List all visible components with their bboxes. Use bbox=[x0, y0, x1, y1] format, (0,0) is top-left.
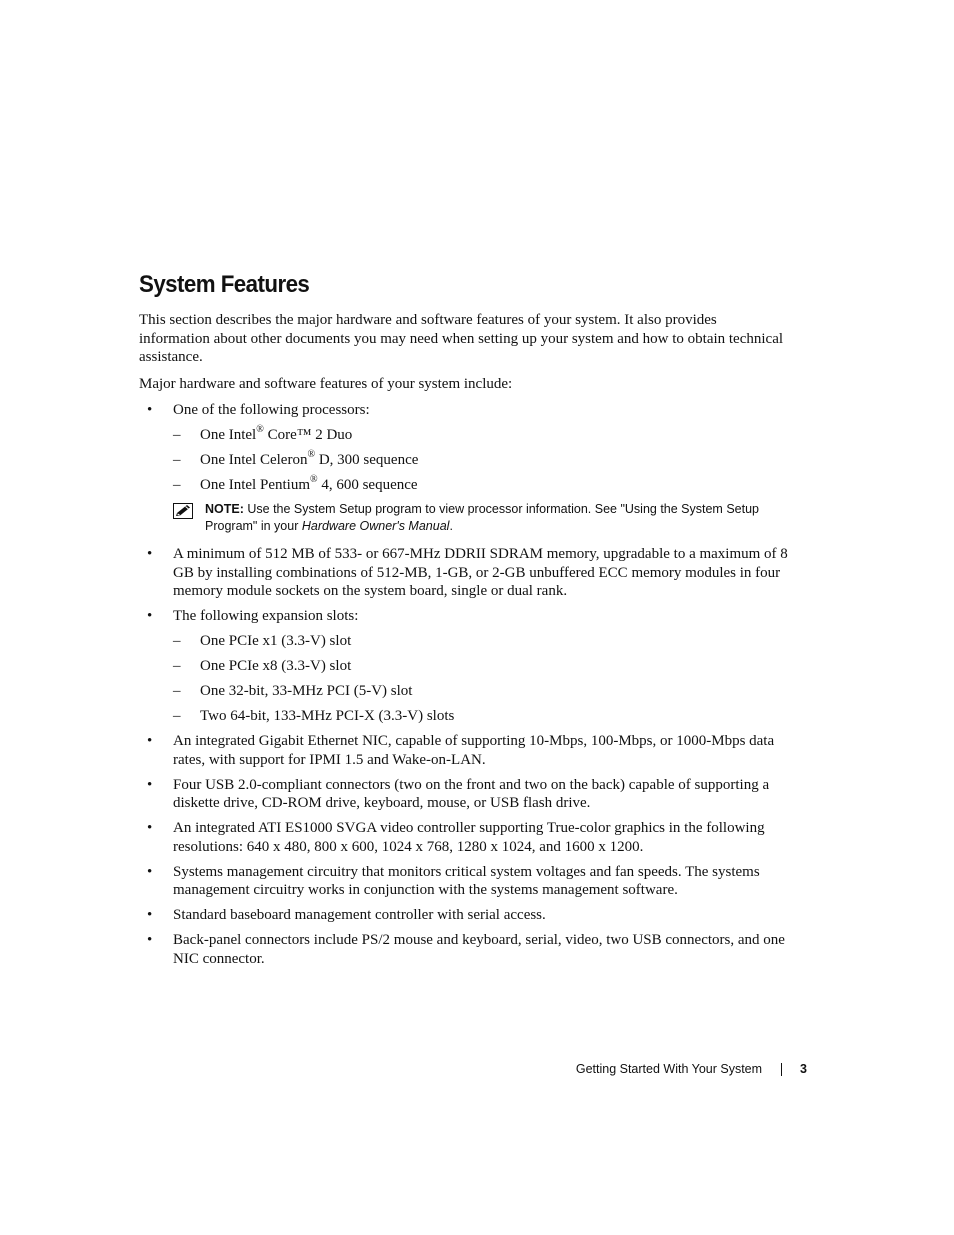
bullet-marker: • bbox=[147, 932, 153, 948]
slot-item: – One PCIe x8 (3.3-V) slot bbox=[173, 658, 352, 674]
note-label: NOTE: bbox=[205, 502, 244, 516]
memory-text: A minimum of 512 MB of 533- or 667-MHz DDRII SDRAM memory, upgradable to a maximum of 8 GB by installing combinations of 512-MB, 1-GB, or 2-GB unbuffered ECC memory modules in four memory module sockets on the system board, single or dual rank. bbox=[173, 546, 788, 599]
bullet-marker: • bbox=[147, 820, 153, 836]
usb-text: Four USB 2.0-compliant connectors (two on the front and two on the back) capable of supporting a diskette drive, CD-ROM drive, keyboard, mouse, or USB flash drive. bbox=[173, 776, 770, 811]
dash-marker: – bbox=[173, 708, 181, 724]
list-item bbox=[139, 732, 789, 769]
page-content bbox=[139, 268, 789, 975]
note-block: NOTE: Use the System Setup program to view processor information. See "Using the System Setup Program" in your Hardware Owner's Manual. bbox=[173, 501, 789, 535]
processors-text: One of the following processors: bbox=[173, 402, 370, 418]
dash-marker: – bbox=[173, 452, 181, 468]
list-item bbox=[139, 607, 789, 726]
pencil-note-icon bbox=[173, 503, 193, 519]
list-item bbox=[139, 819, 789, 856]
list-item bbox=[139, 863, 789, 900]
list-item bbox=[139, 906, 789, 925]
nic-text: An integrated Gigabit Ethernet NIC, capable of supporting 10-Mbps, 100-Mbps, or 1000-Mbps data rates, with support for IPMI 1.5 and Wake-on-LAN. bbox=[173, 733, 775, 768]
bullet-marker: • bbox=[147, 863, 153, 880]
page-footer bbox=[576, 1062, 807, 1076]
slot-item: – One PCIe x1 (3.3-V) slot bbox=[173, 633, 352, 649]
page-title: System Features bbox=[139, 271, 310, 298]
slot-item: – Two 64-bit, 133-MHz PCI-X (3.3-V) slots bbox=[173, 708, 455, 724]
footer-divider bbox=[781, 1063, 782, 1076]
list-item bbox=[139, 401, 789, 535]
chapter-title: Getting Started With Your System bbox=[575, 1062, 763, 1076]
bullet-marker: • bbox=[147, 402, 153, 418]
processor-item: – One Intel Celeron® D, 300 sequence bbox=[173, 449, 419, 468]
bullet-marker: • bbox=[147, 907, 153, 923]
registered-mark: ® bbox=[307, 449, 316, 460]
management-text: Systems management circuitry that monitors critical system voltages and fan speeds. The systems management circuitry works in conjunction with the systems management software. bbox=[173, 863, 760, 898]
processor-list bbox=[173, 426, 789, 495]
intro-paragraph: This section describes the major hardware and software features of your system. It also provides information about other documents you may need when setting up your system and how to obtain technical assistance. bbox=[139, 312, 784, 365]
features-lead: Major hardware and software features of your system include: bbox=[139, 375, 513, 392]
video-text: An integrated ATI ES1000 SVGA video controller supporting True-color graphics in the following resolutions: 640 x 480, 800 x 600, 1024 x 768, 1280 x 1024, and 1600 x 1200. bbox=[173, 820, 765, 855]
feature-list bbox=[139, 401, 789, 968]
connectors-text: Back-panel connectors include PS/2 mouse and keyboard, serial, video, two USB connectors, and one NIC connector. bbox=[173, 932, 785, 967]
dash-marker: – bbox=[173, 477, 181, 493]
bullet-marker: • bbox=[147, 608, 153, 624]
registered-mark: ® bbox=[256, 424, 264, 435]
dash-marker: – bbox=[173, 633, 181, 649]
slot-list bbox=[173, 632, 789, 726]
manual-reference: Hardware Owner's Manual bbox=[301, 519, 450, 533]
list-item bbox=[139, 545, 789, 601]
dash-marker: – bbox=[173, 658, 181, 674]
bullet-marker: • bbox=[147, 546, 153, 562]
note-text: Use the System Setup program to view processor information. See "Using the System Setup Program" in your bbox=[205, 502, 759, 533]
list-item bbox=[139, 931, 789, 968]
slot-item: – One 32-bit, 33-MHz PCI (5-V) slot bbox=[173, 683, 413, 699]
processor-item: – One Intel® Core™ 2 Duo bbox=[173, 424, 353, 443]
processor-item: – One Intel Pentium® 4, 600 sequence bbox=[173, 474, 418, 493]
dash-marker: – bbox=[173, 427, 181, 443]
bmc-text: Standard baseboard management controller with serial access. bbox=[173, 907, 546, 923]
dash-marker: – bbox=[173, 683, 181, 699]
page-number: 3 bbox=[800, 1062, 807, 1076]
bullet-marker: • bbox=[147, 776, 153, 793]
registered-mark: ® bbox=[309, 474, 318, 485]
bullet-marker: • bbox=[147, 733, 153, 749]
list-item bbox=[139, 776, 789, 813]
expansion-slots-text: The following expansion slots: bbox=[173, 608, 359, 624]
